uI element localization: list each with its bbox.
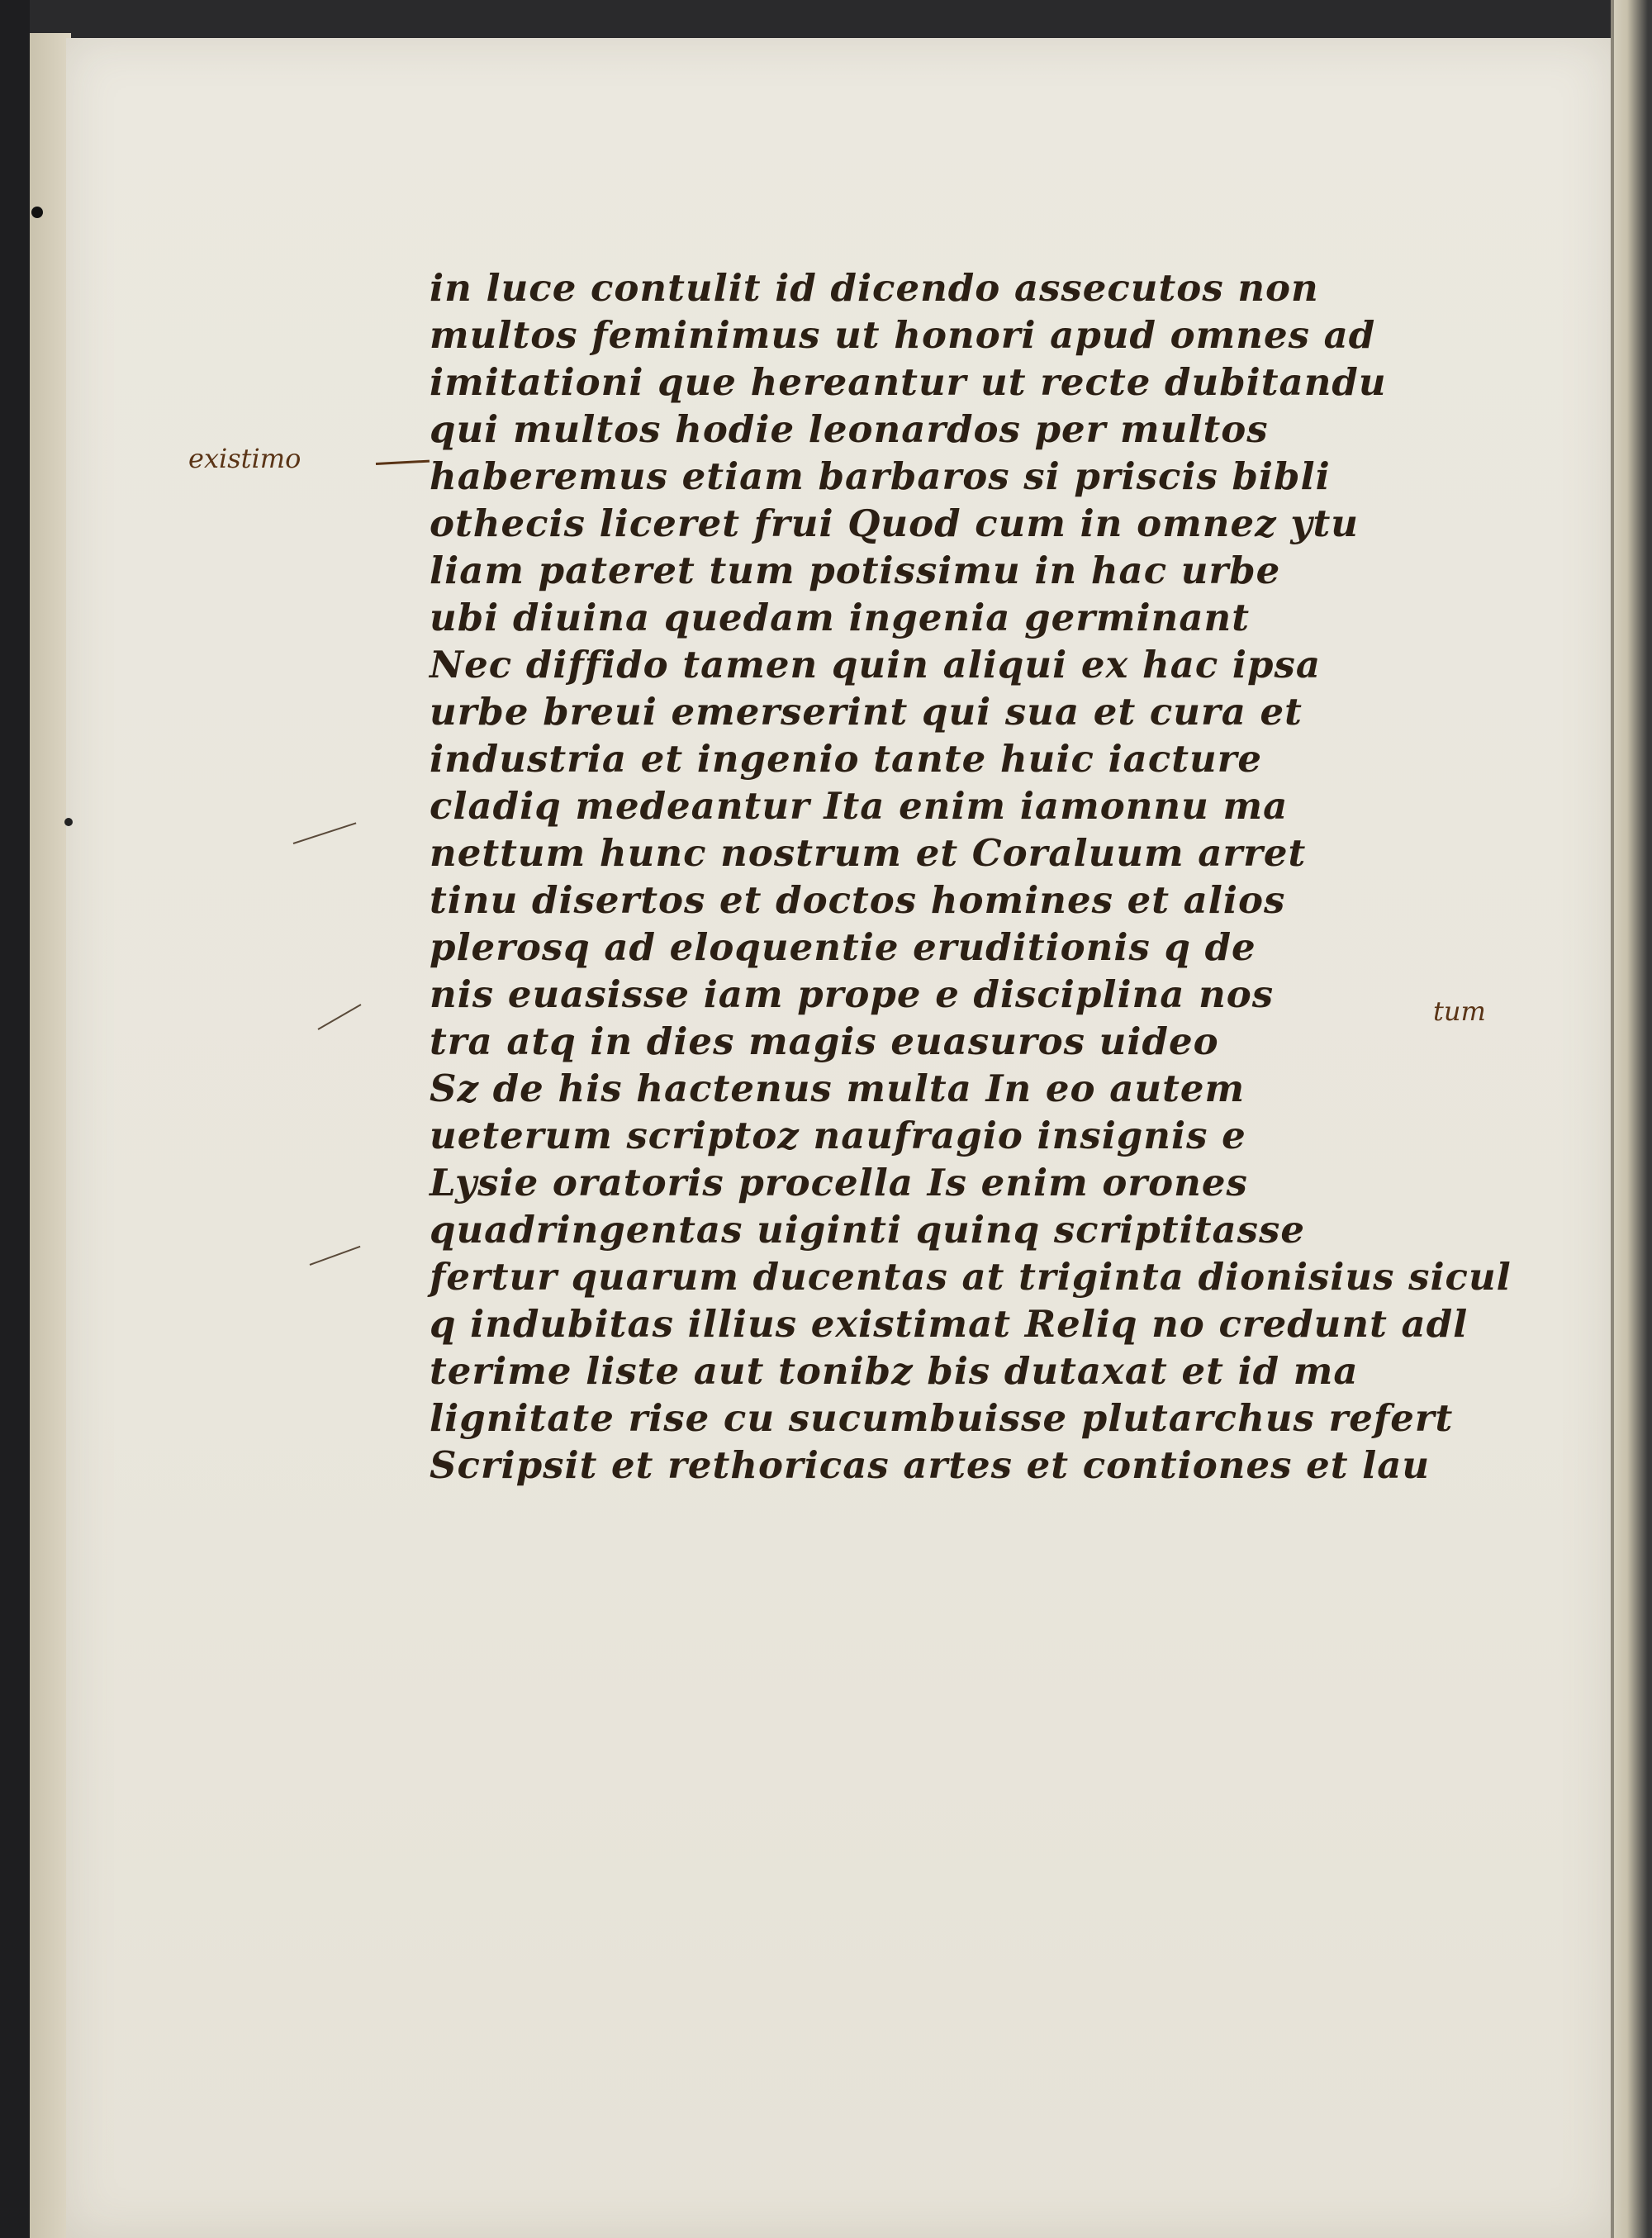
text-line: tinu disertos et doctos homines et alios [430,878,1286,922]
text-line: othecis liceret frui Quod cum in omnez ytu [430,501,1359,545]
text-line: multos feminimus ut honori apud omnes ad [430,313,1376,357]
text-line: Scripsit et rethoricas artes et contiones et lau [430,1443,1431,1487]
text-line: cladiq medeantur Ita enim iamonnu ma [430,784,1289,828]
text-line: urbe breui emerserint qui sua et cura et [430,690,1303,734]
text-line: qui multos hodie leonardos per multos [430,407,1269,451]
marginal-gloss-right: tum [1433,995,1486,1027]
text-line: Sz de his hactenus multa In eo autem [430,1067,1246,1110]
text-line: terime liste aut tonibz bis dutaxat et id ma [430,1349,1359,1393]
text-line: quadringentas uiginti quinq scriptitasse [430,1208,1305,1252]
text-line: ueterum scriptoz naufragio insignis e [430,1114,1246,1157]
text-line: ubi diuina quedam ingenia germinant [430,596,1251,639]
text-line: lignitate rise cu sucumbuisse plutarchus refert [430,1396,1454,1440]
text-line: nettum hunc nostrum et Coraluum arret [430,831,1307,875]
text-line: liam pateret tum potissimu in hac urbe [430,549,1281,592]
text-line: Lysie oratoris procella Is enim orones [430,1161,1248,1205]
ink-dot [64,818,73,826]
manuscript-text-block [430,264,1512,1489]
marginal-gloss-left: existimo [188,443,301,474]
page-edge [30,33,71,2238]
text-line: haberemus etiam barbaros si priscis bibli [430,454,1331,498]
text-line: nis euasisse iam prope e disciplina nos [430,972,1275,1016]
text-line: q indubitas illius existimat Reliq no credunt adl [430,1302,1469,1346]
text-line: imitationi que hereantur ut recte dubitandu [430,360,1387,404]
text-line: tra atq in dies magis euasuros uideo [430,1019,1219,1063]
text-line: fertur quarum ducentas at triginta dionisius sicul [430,1255,1512,1299]
facing-page-edge [1611,0,1652,2238]
book-spine [0,0,30,2238]
gutter-fold [1611,0,1614,2238]
text-line: industria et ingenio tante huic iacture [430,737,1263,781]
text-line: plerosq ad eloquentie eruditionis q de [430,925,1256,969]
text-line: in luce contulit id dicendo assecutos non [430,266,1319,310]
text-line: Nec diffido tamen quin aliqui ex hac ipsa [430,643,1321,687]
ink-dot [31,207,43,218]
